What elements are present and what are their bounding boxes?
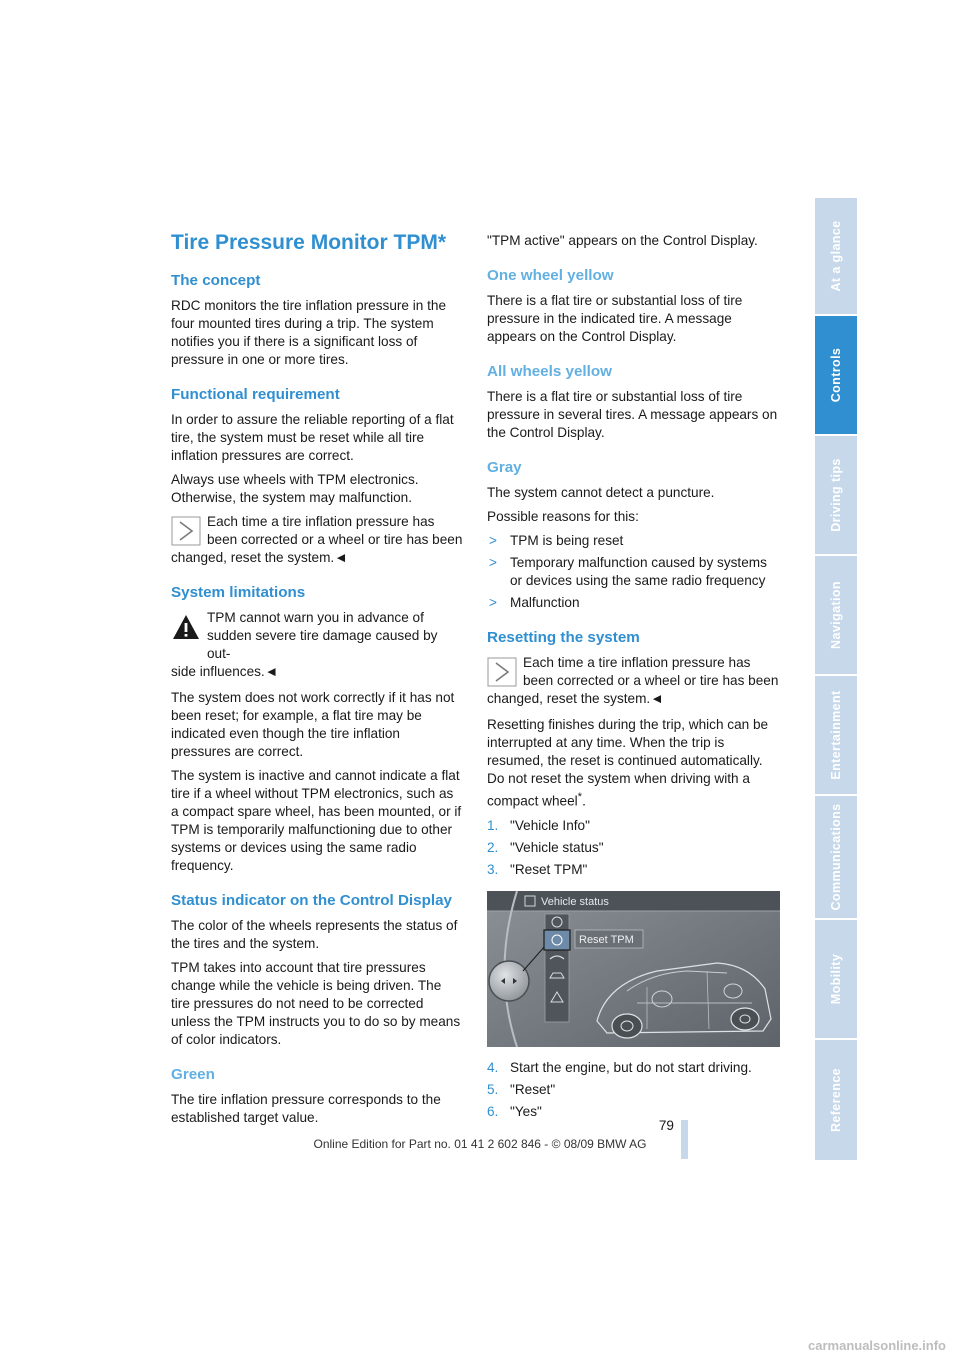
warning-text-end: side influences.◄ xyxy=(171,664,279,679)
step-item: 4. Start the engine, but do not start driving. xyxy=(487,1059,752,1075)
gray-heading: Gray xyxy=(487,459,522,476)
one-wheel-yellow-heading: One wheel yellow xyxy=(487,267,614,284)
status-indicator-heading: Status indicator on the Control Display xyxy=(171,892,452,909)
control-display-image xyxy=(487,891,780,1047)
watermark: carmanualsonline.info xyxy=(808,1338,946,1353)
one-wheel-text: There is a flat tire or substantial loss of tire pressure in the indicated tire. A message appears on the Control Display. xyxy=(487,293,743,344)
gray-text-1: The system cannot detect a puncture. xyxy=(487,485,715,500)
limitations-text-2: The system is inactive and cannot indicate a flat tire if a wheel without TPM electronics, such as a compact spare wheel, has been mounted, or if TPM is temporarily malfunctioning due to other systems or devices using the same radio frequency. xyxy=(171,768,462,873)
green-heading: Green xyxy=(171,1066,215,1083)
tab-reference[interactable]: Reference xyxy=(815,1040,857,1160)
all-wheels-yellow-heading: All wheels yellow xyxy=(487,363,612,380)
reset-tpm-menu-icon xyxy=(544,930,570,950)
page-title: Tire Pressure Monitor TPM* xyxy=(171,231,447,254)
tab-communications[interactable]: Communications xyxy=(815,796,857,918)
left-column xyxy=(171,222,463,1133)
list-item: > Temporary malfunction caused by systems or devices using the same radio frequency xyxy=(489,555,767,588)
tab-mobility[interactable]: Mobility xyxy=(815,920,857,1038)
note-text: Each time a tire inflation pressure has been corrected or a wheel or tire has been xyxy=(207,514,463,547)
system-limitations-heading: System limitations xyxy=(171,584,306,601)
functional-text-2: Always use wheels with TPM electronics. Otherwise, the system may malfunction. xyxy=(171,472,419,505)
gray-text-2: Possible reasons for this: xyxy=(487,509,639,524)
note-arrow-icon xyxy=(171,516,201,546)
note-text-end: changed, reset the system.◄ xyxy=(487,691,664,706)
chapter-tabs xyxy=(815,198,857,1160)
warning-triangle-icon xyxy=(171,612,201,642)
page-number: 79 xyxy=(658,1118,674,1133)
note-text-end: changed, reset the system.◄ xyxy=(171,550,348,565)
step-item: 5. "Reset" xyxy=(487,1081,556,1097)
tab-entertainment[interactable]: Entertainment xyxy=(815,676,857,794)
warning-text: TPM cannot warn you in advance of sudden severe tire damage caused by out- xyxy=(207,610,438,661)
step-item: 2. "Vehicle status" xyxy=(487,839,604,855)
note-arrow-icon xyxy=(487,657,517,687)
green-continued-text: "TPM active" appears on the Control Display. xyxy=(487,233,758,248)
functional-requirement-heading: Functional requirement xyxy=(171,386,340,403)
step-item: 3. "Reset TPM" xyxy=(487,861,588,877)
concept-text: RDC monitors the tire inflation pressure in the four mounted tires during a trip. The system notifies you if there is a significant loss of pressure in one or more tires. xyxy=(171,298,447,367)
resetting-heading: Resetting the system xyxy=(487,629,640,646)
screen-reset-tpm-label: Reset TPM xyxy=(579,933,634,946)
note-block xyxy=(487,654,780,690)
concept-heading: The concept xyxy=(171,272,261,289)
list-item: > Malfunction xyxy=(489,595,580,610)
list-item: > TPM is being reset xyxy=(489,533,624,548)
note-text: Each time a tire inflation pressure has been corrected or a wheel or tire has been xyxy=(523,655,779,688)
limitations-text-1: The system does not work correctly if it has not been reset; for example, a flat tire may be indicated even though the tire inflation pressures are correct. xyxy=(171,690,455,759)
screen-title: Vehicle status xyxy=(541,895,609,908)
status-text-2: TPM takes into account that tire pressures change while the vehicle is being driven. The tire pressures do not need to be corrected unless the TPM instructs you to do so by means of color indicators. xyxy=(171,960,461,1047)
green-text: The tire inflation pressure corresponds to the established target value. xyxy=(171,1092,441,1125)
tab-driving-tips[interactable]: Driving tips xyxy=(815,436,857,554)
warning-block xyxy=(171,609,463,663)
note-block xyxy=(171,513,463,549)
tab-navigation[interactable]: Navigation xyxy=(815,556,857,674)
all-wheels-text: There is a flat tire or substantial loss of tire pressure in several tires. A message appears on the Control Display. xyxy=(487,389,778,440)
functional-text-1: In order to assure the reliable reporting of a flat tire, the system must be reset while all tire inflation pressures are correct. xyxy=(171,412,454,463)
tab-controls[interactable]: Controls xyxy=(815,316,857,434)
control-display-screenshot xyxy=(487,891,780,1047)
tab-at-a-glance[interactable]: At a glance xyxy=(815,198,857,314)
step-item: 6. "Yes" xyxy=(487,1103,542,1119)
step-item: 1. "Vehicle Info" xyxy=(487,817,590,833)
right-column xyxy=(487,232,780,1125)
status-text-1: The color of the wheels represents the status of the tires and the system. xyxy=(171,918,458,951)
footer-text: Online Edition for Part no. 01 41 2 602 846 - © 08/09 BMW AG xyxy=(313,1137,647,1151)
resetting-text: Resetting finishes during the trip, which can be interrupted at any time. When the trip is resumed, the reset is continued automatically. Do not reset the system when driving with a compact wheel*. xyxy=(487,717,769,809)
